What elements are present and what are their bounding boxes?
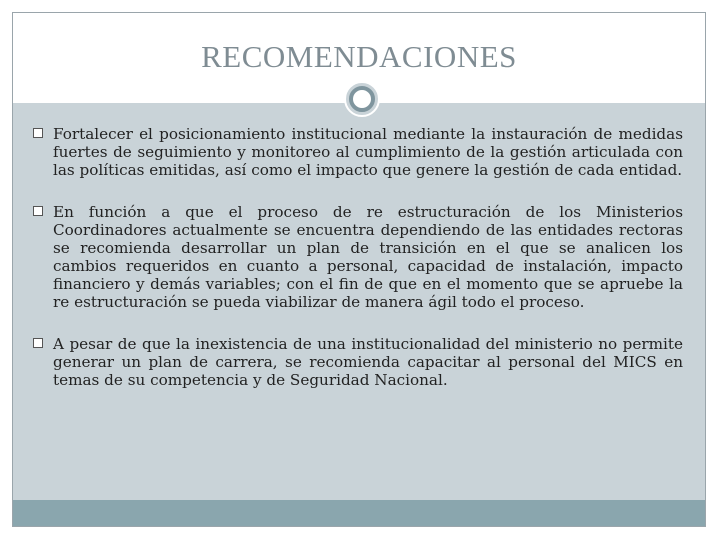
circle-ornament-icon [344,81,380,117]
bullet-item [33,335,683,389]
bullet-text: En función a que el proceso de re estructuración de los Ministerios Coordinadores actualmente se encuentra dependiendo de las entidades rectoras se recomienda desarrollar un plan de transición en el que se analicen los cambios requeridos en cuanto a personal, capacidad de instalación, impacto financiero y demás variables; con el fin de que en el momento que se apruebe la re estructuración se pueda viabilizar de manera ágil todo el proceso. [53,203,683,311]
footer-bar [13,500,705,526]
bullet-text: A pesar de que la inexistencia de una institucionalidad del ministerio no permite generar un plan de carrera, se recomienda capacitar al personal del MICS en temas de su competencia y de Seguridad Nacional. [53,335,683,389]
bullet-item [33,125,683,179]
slide-title: RECOMENDACIONES [201,39,517,74]
square-bullet-icon [33,128,43,138]
square-bullet-icon [33,338,43,348]
circle-ring-icon [349,86,375,112]
bullet-text: Fortalecer el posicionamiento institucional mediante la instauración de medidas fuertes de seguimiento y monitoreo al cumplimiento de la gestión articulada con las políticas emitidas, así como el impacto que genere la gestión de cada entidad. [53,125,683,179]
bullet-list [33,125,683,413]
slide [12,12,706,527]
bullet-item [33,203,683,311]
square-bullet-icon [33,206,43,216]
